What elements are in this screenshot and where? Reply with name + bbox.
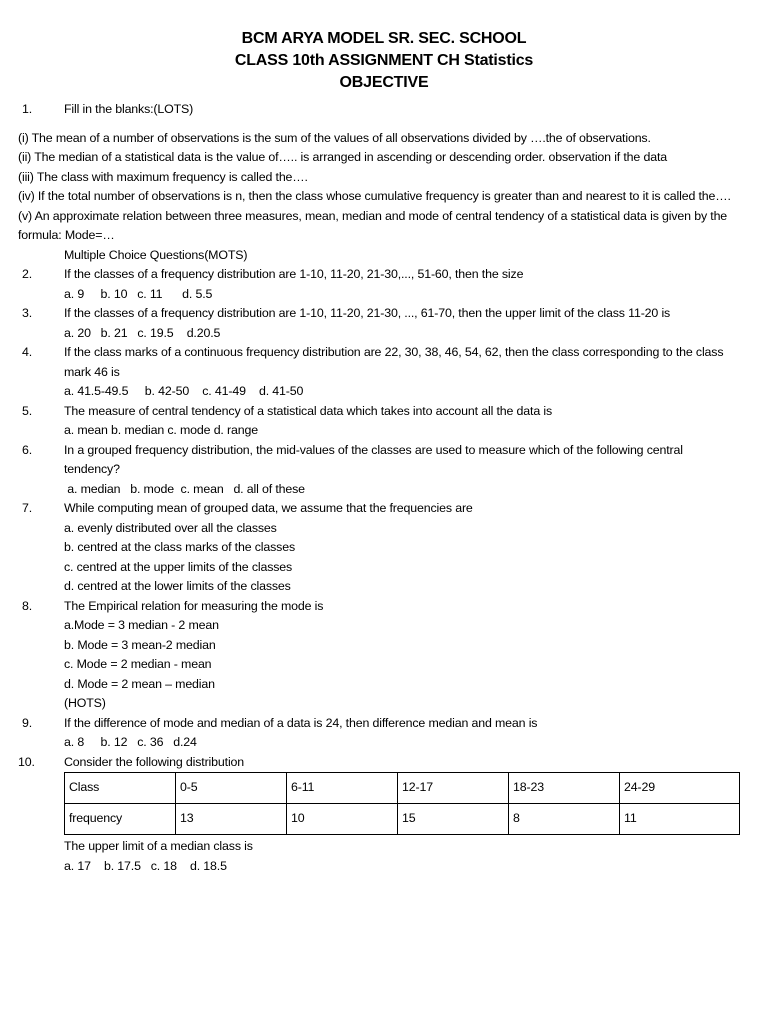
table-cell: 15	[398, 804, 509, 835]
question-number: 10.	[18, 754, 35, 769]
question-number: 7.	[22, 501, 33, 515]
question-number: 6.	[22, 442, 33, 457]
question-options: a. 41.5-49.5 b. 42-50 c. 41-49 d. 41-50	[64, 384, 304, 398]
question-3	[18, 304, 740, 324]
question-options: a. 20 b. 21 c. 19.5 d.20.5	[64, 325, 221, 340]
question-options: a. median b. mode c. mean d. all of these	[64, 481, 305, 496]
question-text: In a grouped frequency distribution, the mid-values of the classes are used to measure which of the following central tendency?	[64, 442, 683, 476]
mcq-heading: Multiple Choice Questions(MOTS)	[64, 247, 248, 262]
option-line: a.Mode = 3 median - 2 mean	[64, 618, 219, 632]
table-cell: 8	[509, 804, 620, 835]
blank-item: (iv) If the total number of observations is n, then the class whose cumulative frequency is greater than and nearest to it is called the….	[18, 189, 731, 203]
table-cell: frequency	[65, 804, 176, 835]
question-10	[18, 753, 740, 773]
school-name: BCM ARYA MODEL SR. SEC. SCHOOL	[241, 30, 527, 47]
option-line: d. centred at the lower limits of the classes	[64, 579, 291, 593]
question-number: 9.	[22, 715, 33, 730]
table-cell: 0-5	[176, 773, 287, 804]
question-text: If the difference of mode and median of a data is 24, then difference median and mean is	[64, 715, 538, 730]
option-line: a. evenly distributed over all the classes	[64, 520, 277, 535]
blank-item: (iii) The class with maximum frequency is called the….	[18, 169, 308, 184]
q1-number: 1.	[22, 102, 33, 116]
option-line: b. Mode = 3 mean-2 median	[64, 637, 216, 652]
table-cell: Class	[65, 773, 176, 804]
question-7	[18, 499, 740, 519]
q1-heading	[18, 100, 740, 120]
table-row	[65, 773, 740, 804]
question-4	[18, 343, 740, 382]
question-number: 8.	[22, 598, 33, 613]
question-text: Consider the following distribution	[64, 754, 245, 769]
question-text: The measure of central tendency of a statistical data which takes into account all the data is	[64, 403, 552, 418]
question-2	[18, 265, 740, 285]
question-text: If the classes of a frequency distribution are 1-10, 11-20, 21-30, ..., 61-70, then the upper limit of the class 11-20 is	[64, 306, 671, 320]
table-cell: 10	[287, 804, 398, 835]
option-line: c. Mode = 2 median - mean	[64, 657, 212, 671]
question-number: 4.	[22, 345, 33, 359]
table-cell: 24-29	[620, 773, 740, 804]
question-options: a. 17 b. 17.5 c. 18 d. 18.5	[64, 858, 227, 873]
hots-label: (HOTS)	[64, 696, 106, 710]
question-options: a. 9 b. 10 c. 11 d. 5.5	[64, 286, 213, 301]
table-cell: 6-11	[287, 773, 398, 804]
blank-item: (i) The mean of a number of observations is the sum of the values of all observations divided by ….the of observations.	[18, 130, 651, 145]
table-cell: 12-17	[398, 773, 509, 804]
header	[0, 28, 768, 94]
q1-title: Fill in the blanks:(LOTS)	[64, 102, 194, 116]
question-6	[18, 441, 740, 480]
question-text: If the class marks of a continuous frequency distribution are 22, 30, 38, 46, 54, 62, then the class corresponding to the class mark 46 is	[64, 345, 724, 379]
option-line: c. centred at the upper limits of the classes	[64, 559, 293, 574]
table-cell: 18-23	[509, 773, 620, 804]
distribution-table	[64, 772, 740, 835]
blank-item: (v) An approximate relation between three measures, mean, median and mode of central tendency of a statistical data is given by the formula: Mode=…	[18, 208, 728, 242]
question-number: 3.	[22, 306, 33, 320]
question-options: a. mean b. median c. mode d. range	[64, 423, 258, 437]
question-text: The Empirical relation for measuring the mode is	[64, 598, 324, 613]
section-title: OBJECTIVE	[339, 74, 429, 91]
table-cell: 11	[620, 804, 740, 835]
option-line: b. centred at the class marks of the classes	[64, 540, 295, 554]
questions-body	[18, 100, 740, 876]
question-options: a. 8 b. 12 c. 36 d.24	[64, 735, 197, 749]
assignment-title: CLASS 10th ASSIGNMENT CH Statistics	[234, 52, 534, 69]
question-8	[18, 597, 740, 617]
table-row	[65, 804, 740, 835]
question-5	[18, 402, 740, 422]
question-number: 5.	[22, 403, 33, 418]
question-text: If the classes of a frequency distribution are 1-10, 11-20, 21-30,..., 51-60, then the size	[64, 267, 524, 281]
table-cell: 13	[176, 804, 287, 835]
question-number: 2.	[22, 267, 33, 281]
question-followup: The upper limit of a median class is	[64, 839, 253, 853]
option-line: d. Mode = 2 mean – median	[64, 676, 215, 691]
question-9	[18, 714, 740, 734]
blank-item: (ii) The median of a statistical data is the value of….. is arranged in ascending or descending order. observation if the data	[18, 150, 667, 164]
question-text: While computing mean of grouped data, we assume that the frequencies are	[64, 501, 473, 515]
